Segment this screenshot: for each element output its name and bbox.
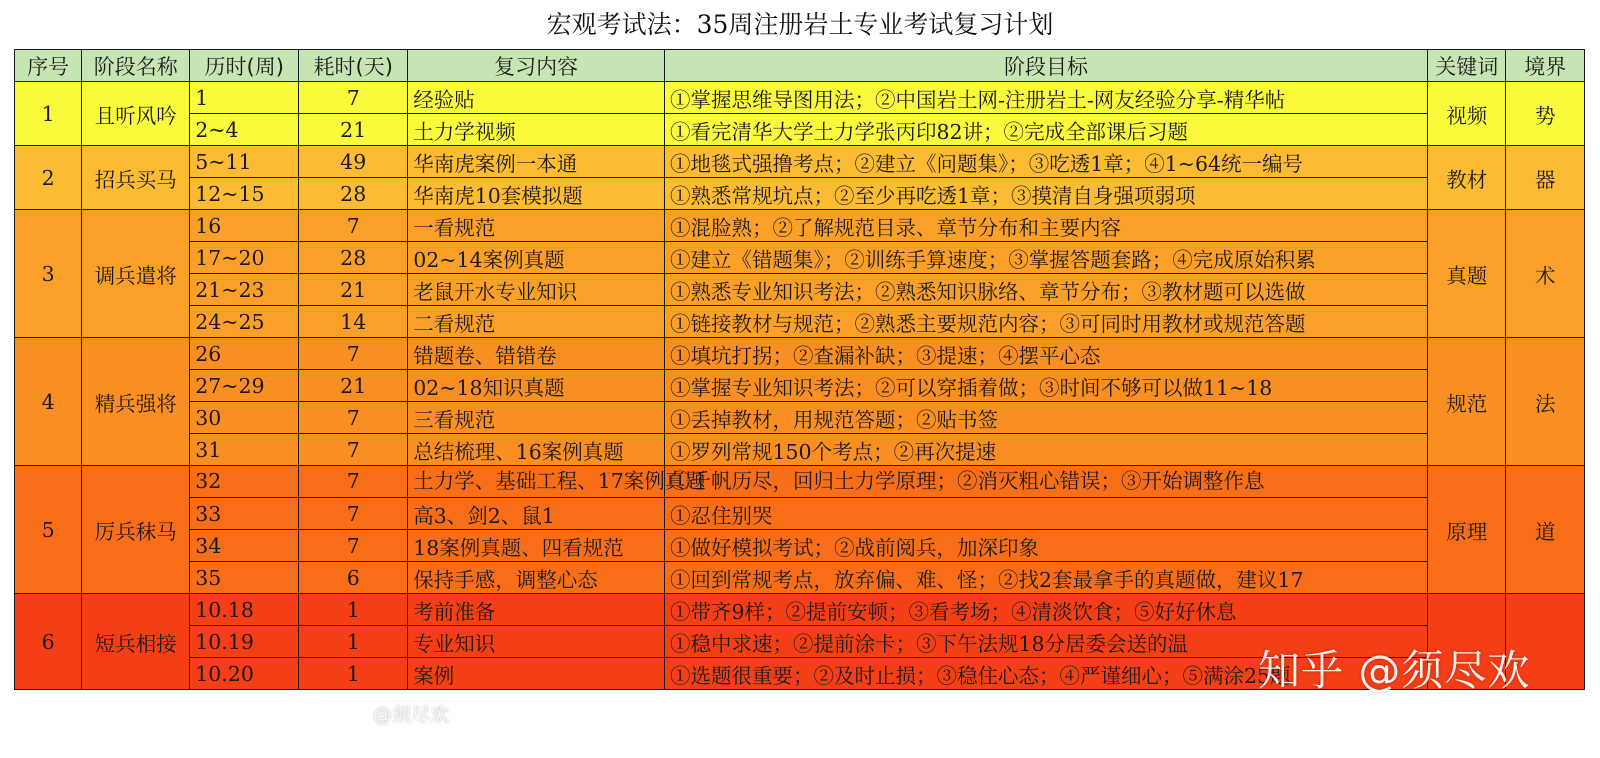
zhihu-watermark: 知乎 @须尽欢 xyxy=(1258,646,1531,695)
stage-name-cell: 招兵买马 xyxy=(82,146,190,210)
content-cell: 老鼠开水专业知识 xyxy=(408,274,665,306)
weeks-cell: 16 xyxy=(190,210,299,242)
goal-cell: ①看完清华大学土力学张丙印82讲；②完成全部课后习题 xyxy=(664,114,1427,146)
header-row xyxy=(15,50,1585,82)
content-cell: 土力学视频 xyxy=(408,114,665,146)
content-cell: 华南虎案例一本通 xyxy=(408,146,665,178)
goal-cell: ①熟悉专业知识考法；②熟悉知识脉络、章节分布；③教材题可以选做 xyxy=(664,274,1427,306)
keyword-cell: 规范 xyxy=(1428,338,1506,466)
days-cell: 1 xyxy=(299,594,408,626)
days-cell: 49 xyxy=(299,146,408,178)
keyword-cell: 原理 xyxy=(1428,466,1506,594)
realm-cell: 道 xyxy=(1506,466,1585,594)
days-cell: 7 xyxy=(299,498,408,530)
realm-cell: 术 xyxy=(1506,210,1585,338)
days-cell: 14 xyxy=(299,306,408,338)
content-cell: 二看规范 xyxy=(408,306,665,338)
header-cell: 序号 xyxy=(15,50,82,82)
table-row xyxy=(15,178,1585,210)
days-cell: 7 xyxy=(299,210,408,242)
weeks-cell: 34 xyxy=(190,530,299,562)
days-cell: 1 xyxy=(299,626,408,658)
weeks-cell: 2~4 xyxy=(190,114,299,146)
table-row xyxy=(15,338,1585,370)
header-cell: 耗时(天) xyxy=(299,50,408,82)
table-row xyxy=(15,530,1585,562)
content-cell: 华南虎10套模拟题 xyxy=(408,178,665,210)
days-cell: 21 xyxy=(299,370,408,402)
header-cell: 境界 xyxy=(1506,50,1585,82)
stage-name-cell: 且听风吟 xyxy=(82,82,190,146)
goal-cell: ①熟悉常规坑点；②至少再吃透1章；③摸清自身强项弱项 xyxy=(664,178,1427,210)
header-cell: 关键词 xyxy=(1428,50,1506,82)
realm-cell: 法 xyxy=(1506,338,1585,466)
table-row xyxy=(15,434,1585,466)
goal-cell: ①丢掉教材，用规范答题；②贴书签 xyxy=(664,402,1427,434)
table-row xyxy=(15,114,1585,146)
table-row xyxy=(15,370,1585,402)
table-row xyxy=(15,466,1585,498)
stage-number-cell: 1 xyxy=(15,82,82,146)
goal-cell: ①稳中求速；②提前涂卡；③下午法规18分居委会送的温 xyxy=(664,626,1427,658)
content-cell: 总结梳理、16案例真题 xyxy=(408,434,665,466)
days-cell: 28 xyxy=(299,178,408,210)
stage-number-cell: 5 xyxy=(15,466,82,594)
weeks-cell: 31 xyxy=(190,434,299,466)
content-cell: 错题卷、错错卷 xyxy=(408,338,665,370)
weeks-cell: 17~20 xyxy=(190,242,299,274)
stage-name-cell: 厉兵秣马 xyxy=(82,466,190,594)
goal-cell: ①掌握专业知识考法；②可以穿插着做；③时间不够可以做11~18 xyxy=(664,370,1427,402)
weeks-cell: 33 xyxy=(190,498,299,530)
goal-cell: ①建立《错题集》；②训练手算速度；③掌握答题套路；④完成原始积累 xyxy=(664,242,1427,274)
days-cell: 7 xyxy=(299,466,408,498)
header-cell: 阶段名称 xyxy=(82,50,190,82)
goal-cell: ①千帆历尽，回归土力学原理；②消灭粗心错误；③开始调整作息 xyxy=(664,466,1427,498)
weeks-cell: 5~11 xyxy=(190,146,299,178)
study-plan-table xyxy=(14,49,1585,690)
stage-number-cell: 6 xyxy=(15,594,82,690)
goal-cell: ①回到常规考点，放弃偏、难、怪；②找2套最拿手的真题做，建议17 xyxy=(664,562,1427,594)
header-cell: 历时(周) xyxy=(190,50,299,82)
stage-number-cell: 4 xyxy=(15,338,82,466)
weeks-cell: 24~25 xyxy=(190,306,299,338)
table-row xyxy=(15,82,1585,114)
header-cell: 复习内容 xyxy=(408,50,665,82)
days-cell: 6 xyxy=(299,562,408,594)
realm-cell: 器 xyxy=(1506,146,1585,210)
table-row xyxy=(15,562,1585,594)
content-cell: 案例 xyxy=(408,658,665,690)
days-cell: 28 xyxy=(299,242,408,274)
weeks-cell: 1 xyxy=(190,82,299,114)
stage-name-cell: 短兵相接 xyxy=(82,594,190,690)
stage-number-cell: 3 xyxy=(15,210,82,338)
goal-cell: ①地毯式强撸考点；②建立《问题集》；③吃透1章；④1~64统一编号 xyxy=(664,146,1427,178)
keyword-cell: 教材 xyxy=(1428,146,1506,210)
content-cell: 一看规范 xyxy=(408,210,665,242)
weeks-cell: 30 xyxy=(190,402,299,434)
weeks-cell: 10.20 xyxy=(190,658,299,690)
content-cell: 高3、剑2、鼠1 xyxy=(408,498,665,530)
table-row xyxy=(15,146,1585,178)
stage-name-cell: 精兵强将 xyxy=(82,338,190,466)
content-cell: 专业知识 xyxy=(408,626,665,658)
table-body xyxy=(15,82,1585,690)
goal-cell: ①选题很重要；②及时止损；③稳住心态；④严谨细心；⑤满涂25题 xyxy=(664,658,1427,690)
table-row xyxy=(15,242,1585,274)
header-cell: 阶段目标 xyxy=(664,50,1427,82)
content-cell: 三看规范 xyxy=(408,402,665,434)
table-row xyxy=(15,498,1585,530)
content-cell: 18案例真题、四看规范 xyxy=(408,530,665,562)
keyword-cell: 视频 xyxy=(1428,82,1506,146)
weeks-cell: 35 xyxy=(190,562,299,594)
weeks-cell: 32 xyxy=(190,466,299,498)
days-cell: 21 xyxy=(299,114,408,146)
page-title: 宏观考试法：35周注册岩土专业考试复习计划 xyxy=(546,10,1054,39)
days-cell: 7 xyxy=(299,338,408,370)
goal-cell: ①混脸熟；②了解规范目录、章节分布和主要内容 xyxy=(664,210,1427,242)
watermark-small: @须尽欢 xyxy=(373,704,450,726)
goal-cell: ①罗列常规150个考点；②再次提速 xyxy=(664,434,1427,466)
content-cell: 保持手感，调整心态 xyxy=(408,562,665,594)
table-row xyxy=(15,306,1585,338)
content-cell: 经验贴 xyxy=(408,82,665,114)
goal-cell: ①填坑打拐；②查漏补缺；③提速；④摆平心态 xyxy=(664,338,1427,370)
goal-cell: ①忍住别哭 xyxy=(664,498,1427,530)
weeks-cell: 27~29 xyxy=(190,370,299,402)
goal-cell: ①掌握思维导图用法；②中国岩土网-注册岩土-网友经验分享-精华帖 xyxy=(664,82,1427,114)
stage-name-cell: 调兵遣将 xyxy=(82,210,190,338)
content-cell: 考前准备 xyxy=(408,594,665,626)
content-cell: 02~18知识真题 xyxy=(408,370,665,402)
weeks-cell: 26 xyxy=(190,338,299,370)
days-cell: 7 xyxy=(299,82,408,114)
weeks-cell: 10.18 xyxy=(190,594,299,626)
days-cell: 7 xyxy=(299,530,408,562)
stage-number-cell: 2 xyxy=(15,146,82,210)
days-cell: 7 xyxy=(299,402,408,434)
weeks-cell: 10.19 xyxy=(190,626,299,658)
goal-cell: ①做好模拟考试；②战前阅兵，加深印象 xyxy=(664,530,1427,562)
content-cell: 土力学、基础工程、17案例真题 xyxy=(408,466,665,498)
realm-cell: 势 xyxy=(1506,82,1585,146)
table-row xyxy=(15,402,1585,434)
table-row xyxy=(15,210,1585,242)
table-row xyxy=(15,594,1585,626)
goal-cell: ①带齐9样；②提前安顿；③看考场；④清淡饮食；⑤好好休息 xyxy=(664,594,1427,626)
content-cell: 02~14案例真题 xyxy=(408,242,665,274)
weeks-cell: 21~23 xyxy=(190,274,299,306)
weeks-cell: 12~15 xyxy=(190,178,299,210)
days-cell: 7 xyxy=(299,434,408,466)
table-row xyxy=(15,274,1585,306)
keyword-cell: 真题 xyxy=(1428,210,1506,338)
goal-cell: ①链接教材与规范；②熟悉主要规范内容；③可同时用教材或规范答题 xyxy=(664,306,1427,338)
days-cell: 21 xyxy=(299,274,408,306)
days-cell: 1 xyxy=(299,658,408,690)
